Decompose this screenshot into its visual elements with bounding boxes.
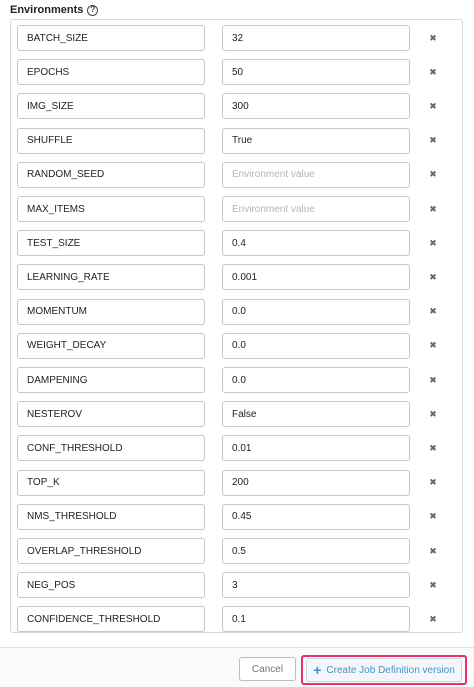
footer bbox=[0, 647, 474, 687]
environment-value-input[interactable]: Environment value bbox=[222, 162, 410, 188]
environment-value-input[interactable]: 0.5 bbox=[222, 538, 410, 564]
environment-value-input[interactable]: Environment value bbox=[222, 196, 410, 222]
environment-value-input[interactable]: 300 bbox=[222, 93, 410, 119]
environment-row bbox=[11, 128, 462, 154]
environment-row bbox=[11, 401, 462, 427]
environment-row bbox=[11, 572, 462, 598]
remove-environment-button[interactable] bbox=[426, 476, 440, 490]
environment-row bbox=[11, 333, 462, 359]
environment-key-input[interactable]: CONFIDENCE_THRESHOLD bbox=[17, 606, 205, 632]
create-job-definition-version-button[interactable] bbox=[306, 658, 462, 682]
remove-environment-button[interactable] bbox=[426, 407, 440, 421]
close-icon: ✖ bbox=[429, 340, 437, 351]
environment-row bbox=[11, 264, 462, 290]
environment-value-input[interactable]: False bbox=[222, 401, 410, 427]
environment-value-input[interactable]: 32 bbox=[222, 25, 410, 51]
remove-environment-button[interactable] bbox=[426, 236, 440, 250]
remove-environment-button[interactable] bbox=[426, 168, 440, 182]
environments-panel bbox=[10, 19, 463, 633]
environment-key-input[interactable]: TEST_SIZE bbox=[17, 230, 205, 256]
remove-environment-button[interactable] bbox=[426, 31, 440, 45]
remove-environment-button[interactable] bbox=[426, 65, 440, 79]
close-icon: ✖ bbox=[429, 66, 437, 77]
help-icon[interactable]: ? bbox=[87, 5, 98, 16]
close-icon: ✖ bbox=[429, 477, 437, 488]
environment-key-input[interactable]: EPOCHS bbox=[17, 59, 205, 85]
environment-key-input[interactable]: NMS_THRESHOLD bbox=[17, 504, 205, 530]
remove-environment-button[interactable] bbox=[426, 510, 440, 524]
close-icon: ✖ bbox=[429, 545, 437, 556]
environment-key-input[interactable]: BATCH_SIZE bbox=[17, 25, 205, 51]
environment-key-input[interactable]: NEG_POS bbox=[17, 572, 205, 598]
close-icon: ✖ bbox=[429, 203, 437, 214]
remove-environment-button[interactable] bbox=[426, 134, 440, 148]
close-icon: ✖ bbox=[429, 306, 437, 317]
remove-environment-button[interactable] bbox=[426, 339, 440, 353]
environment-key-input[interactable]: WEIGHT_DECAY bbox=[17, 333, 205, 359]
environment-row bbox=[11, 470, 462, 496]
remove-environment-button[interactable] bbox=[426, 578, 440, 592]
environment-value-input[interactable]: 0.45 bbox=[222, 504, 410, 530]
environment-row bbox=[11, 196, 462, 222]
environment-value-input[interactable]: 0.01 bbox=[222, 435, 410, 461]
remove-environment-button[interactable] bbox=[426, 99, 440, 113]
environment-value-input[interactable]: 200 bbox=[222, 470, 410, 496]
environment-row bbox=[11, 606, 462, 632]
environment-key-input[interactable]: SHUFFLE bbox=[17, 128, 205, 154]
remove-environment-button[interactable] bbox=[426, 373, 440, 387]
environment-key-input[interactable]: CONF_THRESHOLD bbox=[17, 435, 205, 461]
environment-key-input[interactable]: TOP_K bbox=[17, 470, 205, 496]
remove-environment-button[interactable] bbox=[426, 202, 440, 216]
environment-row bbox=[11, 367, 462, 393]
environment-value-input[interactable]: 0.0 bbox=[222, 299, 410, 325]
environment-value-input[interactable]: 0.0 bbox=[222, 367, 410, 393]
remove-environment-button[interactable] bbox=[426, 270, 440, 284]
environment-key-input[interactable]: OVERLAP_THRESHOLD bbox=[17, 538, 205, 564]
environment-value-input[interactable]: 0.001 bbox=[222, 264, 410, 290]
environment-key-input[interactable]: MAX_ITEMS bbox=[17, 196, 205, 222]
close-icon: ✖ bbox=[429, 579, 437, 590]
close-icon: ✖ bbox=[429, 511, 437, 522]
environment-row bbox=[11, 538, 462, 564]
environment-row bbox=[11, 162, 462, 188]
close-icon: ✖ bbox=[429, 408, 437, 419]
close-icon: ✖ bbox=[429, 271, 437, 282]
environment-value-input[interactable]: 0.4 bbox=[222, 230, 410, 256]
environment-row bbox=[11, 230, 462, 256]
environment-row bbox=[11, 25, 462, 51]
environment-value-input[interactable]: 0.1 bbox=[222, 606, 410, 632]
close-icon: ✖ bbox=[429, 100, 437, 111]
environment-key-input[interactable]: NESTEROV bbox=[17, 401, 205, 427]
environment-row bbox=[11, 93, 462, 119]
close-icon: ✖ bbox=[429, 237, 437, 248]
close-icon: ✖ bbox=[429, 613, 437, 624]
remove-environment-button[interactable] bbox=[426, 441, 440, 455]
remove-environment-button[interactable] bbox=[426, 305, 440, 319]
plus-icon: + bbox=[313, 662, 322, 678]
environment-value-input[interactable]: 3 bbox=[222, 572, 410, 598]
environment-value-input[interactable]: 50 bbox=[222, 59, 410, 85]
environment-key-input[interactable]: IMG_SIZE bbox=[17, 93, 205, 119]
environment-row bbox=[11, 435, 462, 461]
remove-environment-button[interactable] bbox=[426, 544, 440, 558]
environment-key-input[interactable]: MOMENTUM bbox=[17, 299, 205, 325]
environment-key-input[interactable]: LEARNING_RATE bbox=[17, 264, 205, 290]
environment-value-input[interactable]: True bbox=[222, 128, 410, 154]
cancel-button[interactable]: Cancel bbox=[239, 657, 296, 681]
remove-environment-button[interactable] bbox=[426, 612, 440, 626]
close-icon: ✖ bbox=[429, 442, 437, 453]
close-icon: ✖ bbox=[429, 374, 437, 385]
environment-key-input[interactable]: RANDOM_SEED bbox=[17, 162, 205, 188]
environment-row bbox=[11, 299, 462, 325]
section-title: Environments bbox=[10, 4, 84, 16]
close-icon: ✖ bbox=[429, 169, 437, 180]
environment-key-input[interactable]: DAMPENING bbox=[17, 367, 205, 393]
create-button-label: Create Job Definition version bbox=[326, 664, 455, 676]
environment-row bbox=[11, 59, 462, 85]
close-icon: ✖ bbox=[429, 135, 437, 146]
environment-row bbox=[11, 504, 462, 530]
environment-value-input[interactable]: 0.0 bbox=[222, 333, 410, 359]
close-icon: ✖ bbox=[429, 32, 437, 43]
section-header bbox=[10, 4, 98, 16]
